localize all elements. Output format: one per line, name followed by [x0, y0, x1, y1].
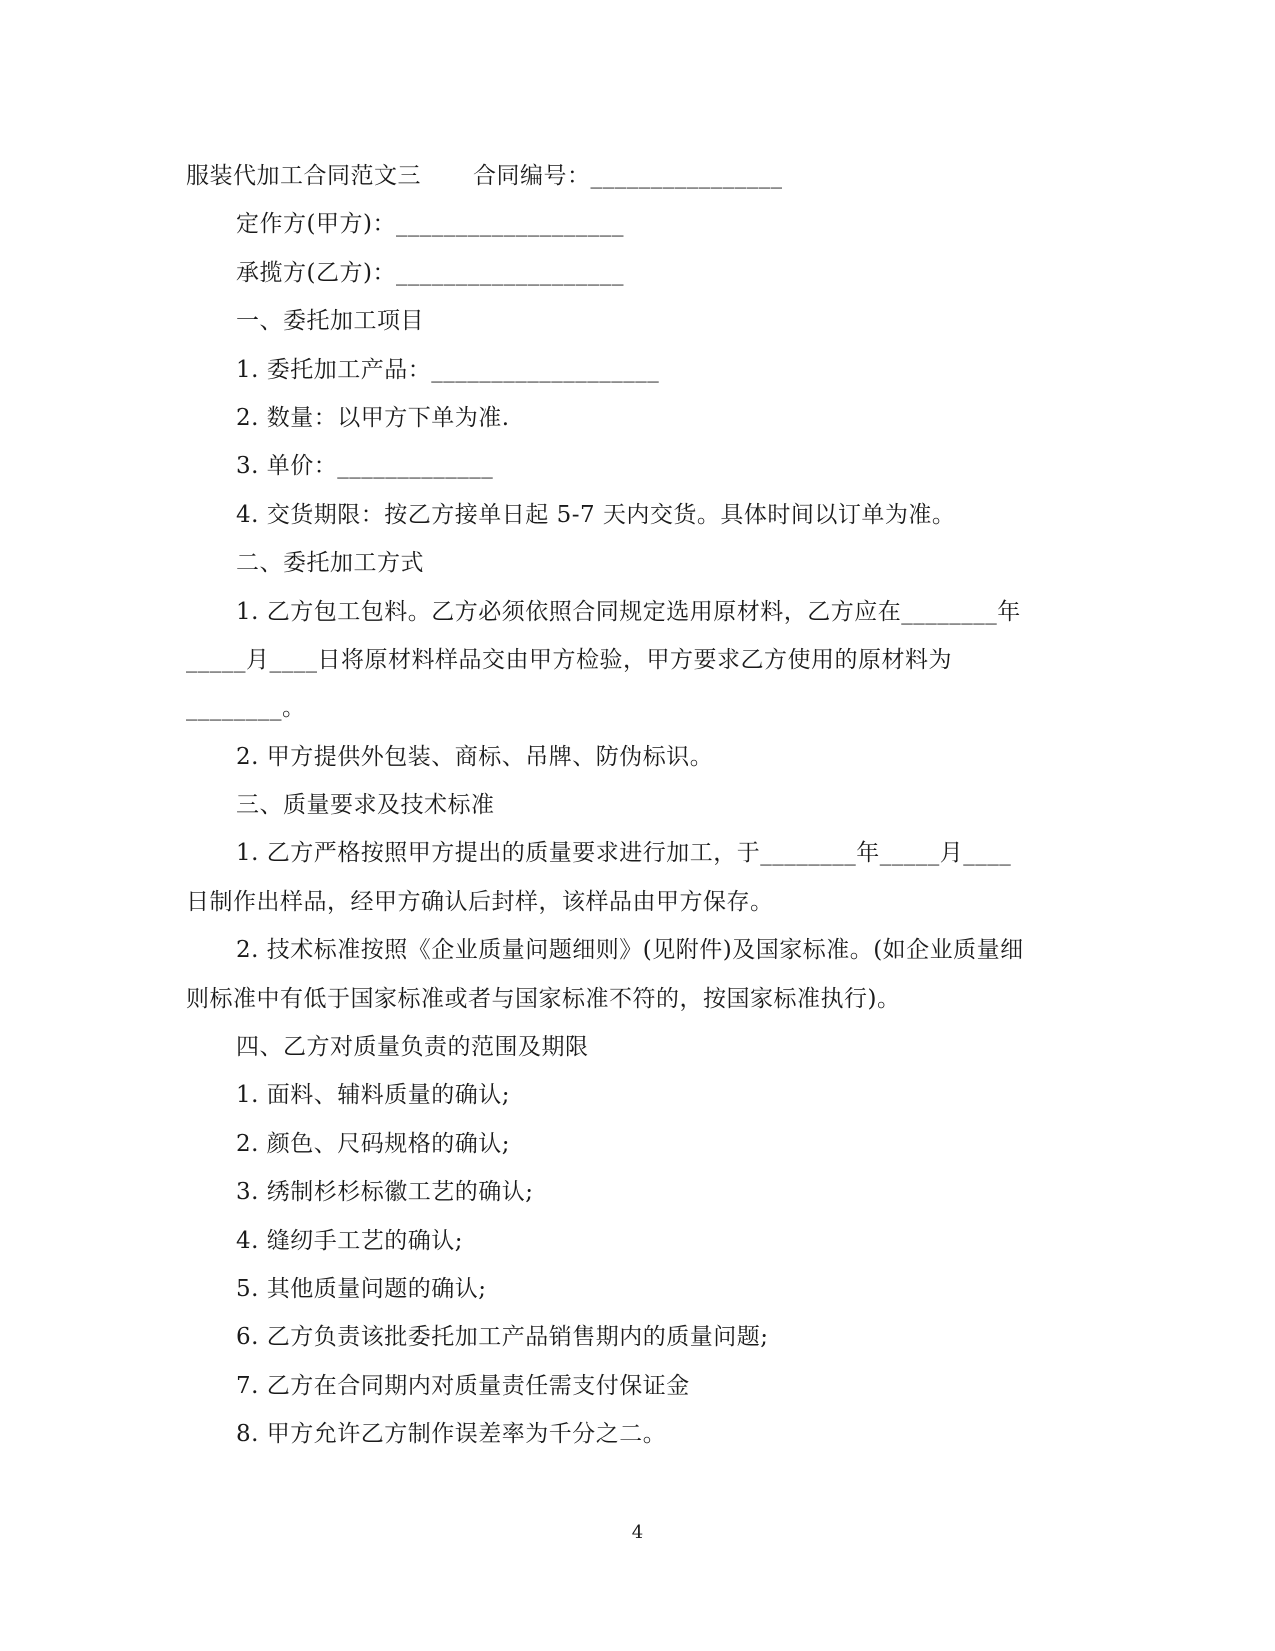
clause-line: 1. 乙方包工包料。乙方必须依照合同规定选用原材料，乙方应在________年	[236, 598, 1021, 625]
clause-line: 3. 绣制杉杉标徽工艺的确认;	[236, 1179, 534, 1206]
clause-line: 2. 数量：以甲方下单为准.	[236, 404, 510, 431]
clause-line: 2. 甲方提供外包装、商标、吊牌、防伪标识。	[236, 743, 714, 770]
clause-line: 1. 乙方严格按照甲方提出的质量要求进行加工，于________年_____月____	[236, 840, 1012, 867]
clause-line: 4. 交货期限：按乙方接单日起 5-7 天内交货。具体时间以订单为准。	[236, 501, 956, 528]
clause-continuation: 则标准中有低于国家标准或者与国家标准不符的，按国家标准执行)。	[186, 985, 901, 1012]
clause-line: 7. 乙方在合同期内对质量责任需支付保证金	[236, 1372, 690, 1399]
party-a-line: 定作方(甲方)：___________________	[236, 211, 624, 238]
clause-line: 3. 单价：_____________	[236, 453, 494, 480]
clause-line: 2. 颜色、尺码规格的确认;	[236, 1130, 511, 1157]
clause-continuation: 日制作出样品，经甲方确认后封样，该样品由甲方保存。	[186, 888, 774, 915]
title-line	[186, 152, 1086, 200]
section-heading: 二、委托加工方式	[236, 550, 424, 577]
clause-line: 1. 面料、辅料质量的确认;	[236, 1082, 511, 1109]
section-heading: 四、乙方对质量负责的范围及期限	[236, 1034, 589, 1061]
page-number: 4	[631, 1522, 644, 1543]
document-title: 服装代加工合同范文三	[186, 163, 421, 189]
clause-line: 1. 委托加工产品：___________________	[236, 356, 660, 383]
clause-line: 6. 乙方负责该批委托加工产品销售期内的质量问题;	[236, 1324, 769, 1351]
document-body	[186, 152, 1086, 1459]
clause-line: 4. 缝纫手工艺的确认;	[236, 1227, 464, 1254]
section-heading: 一、委托加工项目	[236, 308, 424, 335]
clause-line: 8. 甲方允许乙方制作误差率为千分之二。	[236, 1421, 667, 1448]
clause-line: 2. 技术标准按照《企业质量问题细则》(见附件)及国家标准。(如企业质量细	[236, 937, 1024, 964]
clause-line: 5. 其他质量问题的确认;	[236, 1275, 487, 1302]
clause-continuation: ________。	[186, 695, 306, 722]
contract-number: 合同编号：________________	[473, 163, 783, 189]
section-heading: 三、质量要求及技术标准	[236, 792, 495, 819]
party-b-line: 承揽方(乙方)：___________________	[236, 259, 624, 286]
clause-continuation: _____月____日将原材料样品交由甲方检验，甲方要求乙方使用的原材料为	[186, 646, 952, 673]
